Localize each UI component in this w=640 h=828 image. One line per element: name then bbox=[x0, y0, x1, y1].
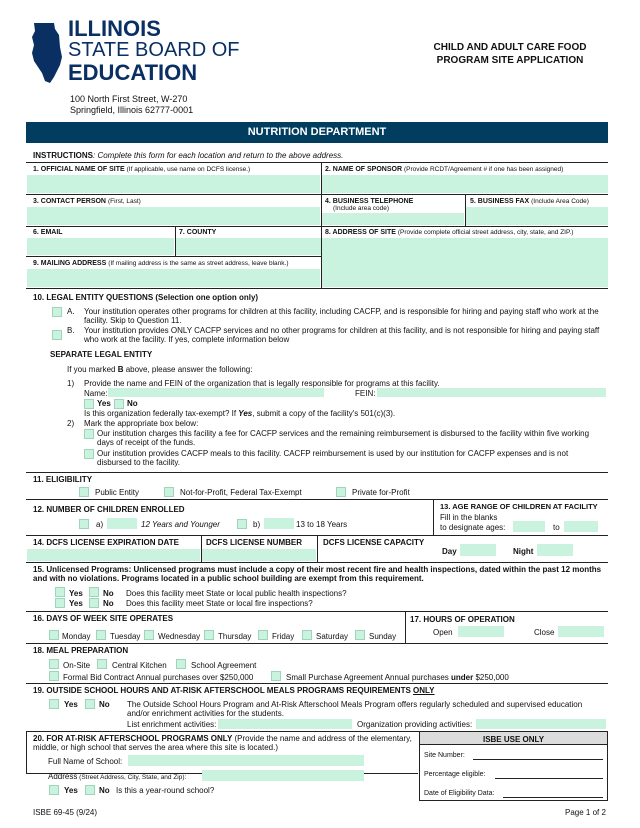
school-name-input[interactable] bbox=[128, 755, 364, 766]
separate-legal-entity-title: SEPARATE LEGAL ENTITY bbox=[50, 350, 153, 359]
health-yes-label: Yes bbox=[69, 589, 83, 598]
logo-line1: ILLINOIS bbox=[68, 16, 161, 41]
enrolled-13-18-checkbox[interactable] bbox=[237, 519, 247, 529]
q10-a-text: Your institution operates other programs for children at this facility, including CACFP, and is responsible for hiring and paying staff who work at the facility. Skip to Question 11. bbox=[84, 307, 599, 325]
monday-label: Monday bbox=[62, 632, 91, 641]
q19-title: 19. OUTSIDE SCHOOL HOURS AND AT-RISK AFTERSCHOOL MEALS PROGRAMS REQUIREMENTS ONLY bbox=[33, 686, 435, 695]
friday-label: Friday bbox=[272, 632, 295, 641]
license-number-input[interactable] bbox=[202, 549, 316, 561]
age-from-input[interactable] bbox=[513, 521, 545, 532]
small-purchase-checkbox[interactable] bbox=[271, 671, 281, 681]
fire-no-checkbox[interactable] bbox=[89, 598, 99, 608]
contact-person-input[interactable] bbox=[27, 207, 320, 225]
fire-question: Does this facility meet State or local fire inspections? bbox=[126, 599, 313, 608]
logo-line2: STATE BOARD OF bbox=[68, 39, 240, 61]
date-eligibility-label: Date of Eligibility Data: bbox=[424, 790, 495, 797]
private-for-profit-label: Private for-Profit bbox=[352, 488, 410, 497]
sunday-checkbox[interactable] bbox=[355, 630, 365, 640]
field-1-label: 1. OFFICIAL NAME OF SITE (If applicable, use name on DCFS license.) bbox=[33, 166, 251, 173]
small-purchase-label: Small Purchase Agreement Annual purchases under $250,000 bbox=[286, 673, 509, 682]
meals-option-text: Our institution provides CACFP meals to this facility. CACFP reimbursement is used by our institution for CACFP expenses and is not disbursed to the facility. bbox=[97, 449, 569, 467]
not-for-profit-checkbox[interactable] bbox=[164, 487, 174, 497]
q19-yes-label: Yes bbox=[64, 700, 78, 709]
fein-label: FEIN: bbox=[355, 389, 376, 398]
instructions: INSTRUCTIONS: Complete this form for each location and return to the above address. bbox=[33, 151, 344, 160]
email-input[interactable] bbox=[27, 238, 174, 255]
formal-bid-checkbox[interactable] bbox=[49, 671, 59, 681]
address-line2: Springfield, Illinois 62777-0001 bbox=[70, 105, 194, 115]
tuesday-label: Tuesday bbox=[110, 632, 141, 641]
name-label: Name: bbox=[84, 389, 108, 398]
open-label: Open bbox=[433, 628, 453, 637]
q10-option-b-checkbox[interactable] bbox=[52, 330, 62, 340]
year-round-no-checkbox[interactable] bbox=[85, 785, 95, 795]
item2-num: 2) bbox=[67, 419, 75, 428]
year-round-yes-label: Yes bbox=[64, 786, 78, 795]
percentage-label: Percentage eligible: bbox=[424, 771, 486, 778]
health-yes-checkbox[interactable] bbox=[55, 587, 65, 597]
address-line1: 100 North First Street, W-270 bbox=[70, 94, 188, 104]
enrolled-12-text: 12 Years and Younger bbox=[141, 520, 220, 529]
capacity-night-label: Night bbox=[513, 547, 534, 556]
license-number-title: DCFS LICENSE NUMBER bbox=[206, 538, 303, 547]
q14-title: 14. DCFS LICENSE EXPIRATION DATE bbox=[33, 538, 179, 547]
license-expiration-input[interactable] bbox=[27, 549, 200, 561]
item2-text: Mark the appropriate box below: bbox=[84, 419, 199, 428]
field-5-label: 5. BUSINESS FAX (Include Area Code) bbox=[470, 198, 589, 205]
q12-title: 12. NUMBER OF CHILDREN ENROLLED bbox=[33, 505, 185, 514]
enrichment-input[interactable] bbox=[218, 719, 352, 729]
sunday-label: Sunday bbox=[369, 632, 397, 641]
capacity-day-input[interactable] bbox=[460, 544, 496, 556]
logo-line3: EDUCATION bbox=[68, 60, 198, 85]
q19-no-label: No bbox=[99, 700, 110, 709]
q17-title: 17. HOURS OF OPERATION bbox=[410, 615, 515, 624]
q20-title: 20. FOR AT-RISK AFTERSCHOOL PROGRAMS ONLY (Provide the name and address of the elementary, middle, or high school that serves the area where this site is located.) bbox=[33, 734, 412, 752]
enrolled-13-18-input[interactable] bbox=[264, 518, 294, 529]
onsite-label: On-Site bbox=[63, 661, 91, 670]
item1-text: Provide the name and FEIN of the organization that is legally responsible for programs at this facility. bbox=[84, 379, 440, 388]
year-round-yes-checkbox[interactable] bbox=[49, 785, 59, 795]
thursday-label: Thursday bbox=[218, 632, 252, 641]
tax-yes-label: Yes bbox=[97, 399, 111, 408]
public-entity-checkbox[interactable] bbox=[79, 487, 89, 497]
enrolled-a-label: a) bbox=[96, 520, 104, 529]
organization-label: Organization providing activities: bbox=[357, 720, 473, 729]
form-title-line2: PROGRAM SITE APPLICATION bbox=[436, 55, 584, 66]
school-agreement-checkbox[interactable] bbox=[176, 659, 186, 669]
school-address-input[interactable] bbox=[202, 770, 364, 781]
school-name-label: Full Name of School: bbox=[48, 757, 123, 766]
mailing-address-input[interactable] bbox=[27, 269, 320, 287]
enrolled-12-input[interactable] bbox=[107, 518, 137, 529]
item1-num: 1) bbox=[67, 379, 75, 388]
onsite-checkbox[interactable] bbox=[49, 659, 59, 669]
school-agreement-label: School Agreement bbox=[191, 661, 257, 670]
enrolled-b-label: b) bbox=[253, 520, 261, 529]
tax-exempt-question: Is this organization federally tax-exempt? If Yes, submit a copy of the facility's 501(c)(3). bbox=[84, 409, 396, 418]
isbe-logo bbox=[30, 18, 245, 88]
enrichment-label: List enrichment activities: bbox=[127, 720, 217, 729]
tuesday-checkbox[interactable] bbox=[96, 630, 106, 640]
close-time-input[interactable] bbox=[558, 626, 604, 637]
sponsor-name-input[interactable] bbox=[322, 175, 608, 193]
saturday-checkbox[interactable] bbox=[302, 630, 312, 640]
fee-option-checkbox[interactable] bbox=[84, 429, 94, 439]
saturday-label: Saturday bbox=[316, 632, 349, 641]
field-7-label: 7. COUNTY bbox=[179, 229, 217, 236]
wednesday-label: Wednesday bbox=[158, 632, 201, 641]
age-to-input[interactable] bbox=[564, 521, 598, 532]
site-number-label: Site Number: bbox=[424, 752, 465, 759]
q10-b-letter: B. bbox=[67, 326, 75, 335]
business-phone-input[interactable] bbox=[322, 213, 464, 225]
wednesday-checkbox[interactable] bbox=[144, 630, 154, 640]
tax-no-label: No bbox=[127, 399, 138, 408]
public-entity-label: Public Entity bbox=[95, 488, 140, 497]
org-name-input[interactable] bbox=[108, 388, 324, 397]
q10-a-letter: A. bbox=[67, 307, 75, 316]
not-for-profit-label: Not-for-Profit, Federal Tax-Exempt bbox=[180, 488, 302, 497]
field-2-label: 2. NAME OF SPONSOR (Provide RCDT/Agreement # if one has been assigned) bbox=[325, 166, 564, 173]
health-no-checkbox[interactable] bbox=[89, 587, 99, 597]
year-round-no-label: No bbox=[99, 786, 110, 795]
official-name-input[interactable] bbox=[27, 175, 320, 193]
monday-checkbox[interactable] bbox=[49, 630, 59, 640]
q10-option-a-checkbox[interactable] bbox=[52, 307, 62, 317]
form-title-line1: CHILD AND ADULT CARE FOOD bbox=[433, 42, 587, 53]
site-address-input[interactable] bbox=[322, 238, 608, 287]
open-time-input[interactable] bbox=[458, 626, 504, 637]
q16-title: 16. DAYS OF WEEK SITE OPERATES bbox=[33, 614, 174, 623]
fee-option-text: Our institution charges this facility a fee for CACFP services and the remaining reimbursement is disbursed to the facility within five working days of receipt of the funds. bbox=[97, 429, 590, 447]
field-9-label: 9. MAILING ADDRESS (If mailing address is the same as street address, leave blank.) bbox=[33, 260, 289, 267]
business-fax-input[interactable] bbox=[466, 207, 608, 225]
q13-line2: to designate ages: bbox=[440, 523, 506, 532]
field-6-label: 6. EMAIL bbox=[33, 229, 63, 236]
q19-no-checkbox[interactable] bbox=[85, 699, 95, 709]
central-kitchen-checkbox[interactable] bbox=[97, 659, 107, 669]
q10-b-text: Your institution provides ONLY CACFP services and no other programs for children at this facility, and is not responsible for hiring and paying staff who work at the facility. If yes, complete information below bbox=[84, 326, 600, 344]
q13-title: 13. AGE RANGE OF CHILDREN AT FACILITY bbox=[440, 502, 598, 511]
county-input[interactable] bbox=[176, 238, 321, 255]
illinois-state-icon bbox=[30, 21, 64, 85]
fire-no-label: No bbox=[103, 599, 114, 608]
license-capacity-title: DCFS LICENSE CAPACITY bbox=[323, 538, 425, 547]
q19-text: The Outside School Hours Program and At-Risk Afterschool Meals Program offers regularly scheduled and supervised education and/or enrichment activities for the students. bbox=[127, 700, 583, 718]
if-marked-b: If you marked B above, please answer the following: bbox=[67, 365, 253, 374]
q19-yes-checkbox[interactable] bbox=[49, 699, 59, 709]
banner-title: NUTRITION DEPARTMENT bbox=[247, 126, 387, 138]
tax-exempt-no-checkbox[interactable] bbox=[114, 399, 124, 409]
health-question: Does this facility meet State or local public health inspections? bbox=[126, 589, 347, 598]
field-8-label: 8. ADDRESS OF SITE (Provide complete official street address, city, state, and ZIP.) bbox=[325, 229, 574, 236]
fein-input[interactable] bbox=[377, 388, 606, 397]
age-to-label: to bbox=[553, 523, 560, 532]
private-for-profit-checkbox[interactable] bbox=[336, 487, 346, 497]
field-4-label: 4. BUSINESS TELEPHONE bbox=[325, 198, 414, 205]
close-label: Close bbox=[534, 628, 555, 637]
tax-exempt-yes-checkbox[interactable] bbox=[84, 399, 94, 409]
enrolled-13-18-text: 13 to 18 Years bbox=[296, 520, 348, 529]
capacity-night-input[interactable] bbox=[537, 544, 573, 556]
fire-yes-label: Yes bbox=[69, 599, 83, 608]
q11-title: 11. ELIGIBILITY bbox=[33, 475, 93, 484]
field-3-label: 3. CONTACT PERSON (First, Last) bbox=[33, 198, 141, 205]
q13-line1: Fill in the blanks bbox=[440, 513, 498, 522]
health-no-label: No bbox=[103, 589, 114, 598]
q10-title: 10. LEGAL ENTITY QUESTIONS (Selection one option only) bbox=[33, 293, 259, 302]
year-round-question: Is this a year-round school? bbox=[116, 786, 215, 795]
meals-option-checkbox[interactable] bbox=[84, 449, 94, 459]
school-address-label: Address (Street Address, City, State, and Zip): bbox=[48, 772, 187, 781]
organization-input[interactable] bbox=[476, 719, 606, 729]
field-4-note: (Include area code) bbox=[333, 205, 390, 212]
q15-text: 15. Unlicensed Programs: Unlicensed programs must include a copy of their most recent fire and health inspections, dated within the past 12 months and with no violations. Programs located in a public school building are exempt from this requirement. bbox=[33, 565, 602, 583]
isbe-use-title: ISBE USE ONLY bbox=[482, 735, 545, 744]
thursday-checkbox[interactable] bbox=[204, 630, 214, 640]
enrolled-12-checkbox[interactable] bbox=[79, 519, 89, 529]
page-number: Page 1 of 2 bbox=[565, 808, 606, 817]
fire-yes-checkbox[interactable] bbox=[55, 598, 65, 608]
formal-bid-label: Formal Bid Contract Annual purchases over $250,000 bbox=[63, 673, 254, 682]
q18-title: 18. MEAL PREPARATION bbox=[33, 646, 129, 655]
friday-checkbox[interactable] bbox=[258, 630, 268, 640]
capacity-day-label: Day bbox=[442, 547, 457, 556]
central-kitchen-label: Central Kitchen bbox=[112, 661, 167, 670]
form-number: ISBE 69-45 (9/24) bbox=[33, 808, 98, 817]
